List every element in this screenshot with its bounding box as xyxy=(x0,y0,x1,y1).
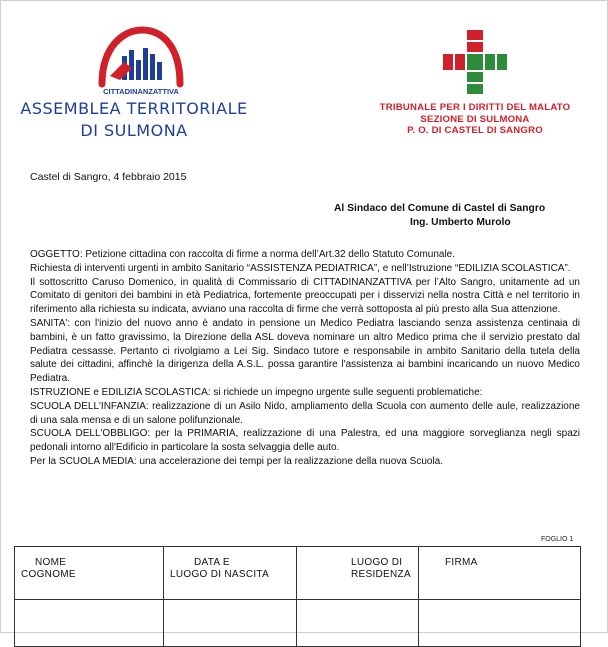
signature-cell-signature[interactable] xyxy=(419,600,581,647)
signature-cell-residence[interactable] xyxy=(297,600,419,647)
paragraph-sottoscritto: Il sottoscritto Caruso Domenico, in qualità di Commissario di CITTADINANZATTIVA per l’Alto Sangro, unitamente ad un Comitato di genitori dei bambini in età Pediatrica, fortemente preoccupati per i disservizi nella nostra Città e nel territorio in riferimento alla richiesta su indicata, avviano una raccolta di firme che verrà sottoposta al più presto alla Sua attenzione. xyxy=(30,276,580,316)
association-title-line-1: ASSEMBLEA TERRITORIALE xyxy=(20,99,248,118)
paragraph-obbligo: SCUOLA DELL'OBBLIGO: per la PRIMARIA, realizzazione di una Palestra, ed una maggiore sorveglianza negli spazi pedonali intorno all'Edificio in particolare la sosta selvaggia delle auto. xyxy=(30,428,580,454)
tribunale-cross-logo xyxy=(440,28,510,98)
paragraph-media: Per la SCUOLA MEDIA: una accelerazione dei tempi per la realizzazione della nuova Scuola. xyxy=(30,455,443,467)
paragraph-richiesta: Richiesta di interventi urgenti in ambito Sanitario “ASSISTENZA PEDIATRICA”, e nell’Istruzione “EDILIZIA SCOLASTICA”. xyxy=(30,262,571,274)
column-header-birth-line-1: DATA E xyxy=(194,557,230,568)
column-header-name xyxy=(15,547,164,600)
column-header-signature-line-1: FIRMA xyxy=(445,557,478,568)
column-header-residence xyxy=(297,547,419,600)
column-header-name-line-1: NOME xyxy=(35,557,67,568)
signature-table xyxy=(14,546,581,647)
column-header-residence-line-2: RESIDENZA xyxy=(351,569,411,580)
column-header-birth xyxy=(164,547,297,600)
column-header-name-line-2: COGNOME xyxy=(21,569,76,580)
signature-cell-birth[interactable] xyxy=(164,600,297,647)
logo-text: CITTADINANZATTIVA xyxy=(103,87,179,96)
signature-table-header xyxy=(15,547,581,600)
cross-green-icon xyxy=(467,54,507,94)
paragraph-sanita: SANITA': con l'inizio del nuovo anno è andato in pensione un Medico Pediatra lasciando senza assistenza centinaia di bambini, è un fatto gravissimo, la Direzione della ASL doveva nominare un altro Medico prima che il servizio prestato dal Pediatra cessasse. Pertanto ci rivolgiamo a Lei Sig. Sindaco tutore e responsabile in ambito Sanitario della tutela della salute dei cittadini, affinchè la dirigenza della A.S.L. possa garantire l'assistenza ai bambini incaricando un nuovo Medico Pediatra. xyxy=(30,317,580,385)
signature-row xyxy=(15,600,581,647)
association-title-line-2: DI SULMONA xyxy=(80,121,188,140)
tribunale-title-line-1: TRIBUNALE PER I DIRITTI DEL MALATO xyxy=(379,102,571,113)
paragraph-istruzione: ISTRUZIONE e EDILIZIA SCOLASTICA: si richiede un impegno urgente sulle seguenti problematiche: xyxy=(30,386,483,398)
tribunale-title xyxy=(350,102,600,137)
signature-cell-name[interactable] xyxy=(15,600,164,647)
association-title xyxy=(14,98,254,142)
column-header-residence-line-1: LUOGO DI xyxy=(351,557,403,568)
letter-date: Castel di Sangro, 4 febbraio 2015 xyxy=(30,171,187,183)
letter-body xyxy=(30,248,580,469)
sheet-label: FOGLIO 1 xyxy=(541,536,574,543)
cittadinanzattiva-logo xyxy=(92,26,190,98)
paragraph-oggetto: OGGETTO: Petizione cittadina con raccolta di firme a norma dell’Art.32 dello Statuto Comunale. xyxy=(30,249,456,260)
column-header-birth-line-2: LUOGO DI NASCITA xyxy=(170,569,270,580)
recipient-line-2: Ing. Umberto Murolo xyxy=(410,217,511,228)
column-header-signature xyxy=(419,547,581,600)
paragraph-infanzia: SCUOLA DELL'INFANZIA: realizzazione di un Asilo Nido, ampliamento della Scuola con aumento delle aule, realizzazione di una sala mensa e di un salone polifunzionale. xyxy=(30,400,580,426)
recipient xyxy=(334,202,545,230)
recipient-line-1: Al Sindaco del Comune di Castel di Sangro xyxy=(334,203,546,214)
tribunale-title-line-2: SEZIONE DI SULMONA xyxy=(420,113,530,125)
tribunale-title-line-3: P. O. DI CASTEL DI SANGRO xyxy=(407,125,543,136)
